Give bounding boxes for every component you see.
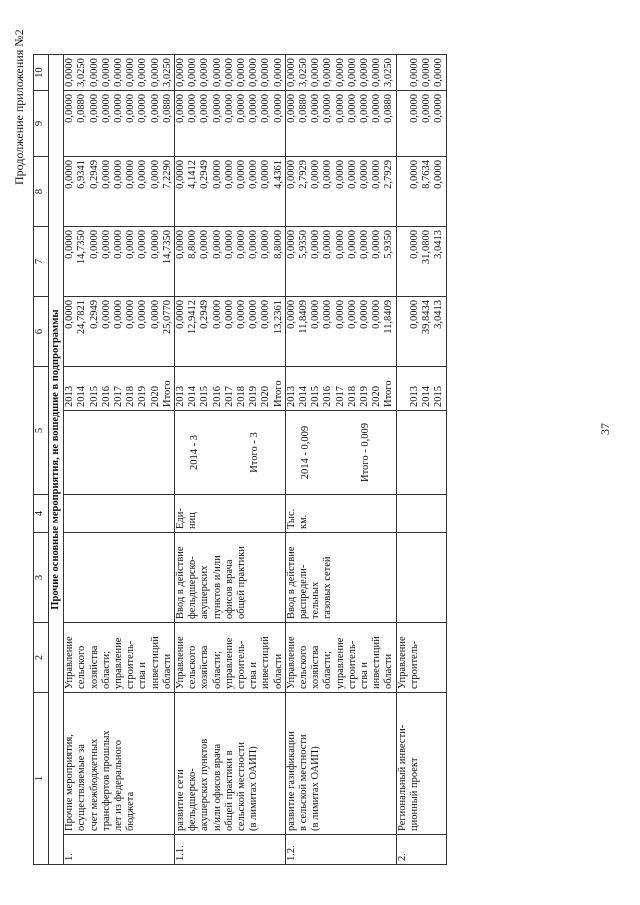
row-col6: 0,0000 11,8409 0,0000 0,0000 0,0000 0,0000 0,0000 0,0000 11,8409: [285, 297, 396, 367]
row-col10: 0,0000 3,0250 0,0000 0,0000 0,0000 0,0000 0,0000 0,0000 3,0250: [285, 55, 396, 91]
row-target-value: 2014 - 0,009: [299, 425, 311, 480]
column-numbers-row: [34, 55, 49, 865]
col-header-7: 7: [34, 227, 49, 297]
row-index: 1.2.: [285, 835, 396, 865]
row-target: [175, 411, 286, 495]
row-col10: 0,0000 0,0000 0,0000: [396, 55, 446, 91]
col-header-4: 4: [34, 495, 49, 533]
table-row: [396, 55, 446, 865]
col-header-2: 2: [34, 623, 49, 693]
row-col7: 0,0000 14,7350 0,0000 0,0000 0,0000 0,0000 0,0000 0,0000 14,7350: [64, 227, 175, 297]
row-executor: Управление сельского хозяйства области; управление строитель- ства и инвестиций области: [64, 623, 175, 693]
col-header-8: 8: [34, 157, 49, 227]
row-executor: Управление сельского хозяйства области; управление строитель- ства и инвестиций области: [285, 623, 396, 693]
row-unit: Еди- ниц: [175, 495, 286, 533]
row-target: [396, 411, 446, 495]
row-indicator: Ввод в действие распредели- тельных газовых сетей: [285, 533, 396, 623]
continuation-caption: Продолжение приложения №2: [12, 29, 26, 185]
row-col9: 0,0000 0,0000 0,0000: [396, 91, 446, 157]
row-col7: 0,0000 8,8000 0,0000 0,0000 0,0000 0,0000 0,0000 0,0000 8,8000: [175, 227, 286, 297]
row-col6: 0,0000 12,9412 0,2949 0,0000 0,0000 0,0000 0,0000 0,0000 13,2361: [175, 297, 286, 367]
table-row: [285, 55, 396, 865]
row-index: 2.: [396, 835, 446, 865]
row-indicator: [64, 533, 175, 623]
row-target-total: Итого - 3: [249, 432, 261, 473]
col-header-6: 6: [34, 297, 49, 367]
page-number: 37: [598, 423, 612, 435]
row-index: 1.1.: [175, 835, 286, 865]
row-years: 2013 2014 2015: [396, 367, 446, 411]
col-header-10: 10: [34, 55, 49, 91]
col-header-9: 9: [34, 91, 49, 157]
row-col6: 0,0000 24,7821 0,2949 0,0000 0,0000 0,0000 0,0000 0,0000 25,0770: [64, 297, 175, 367]
row-target: [285, 411, 396, 495]
table-row: [175, 55, 286, 865]
row-executor: Управление сельского хозяйства области; управление строитель- ства и инвестиций области: [175, 623, 286, 693]
row-name: Региональный инвести- ционный проект: [396, 693, 446, 835]
row-target-value: 2014 - 3: [189, 435, 201, 470]
col-header-5: 5: [34, 367, 49, 495]
row-unit: [64, 495, 175, 533]
row-years: 2013 2014 2015 2016 2017 2018 2019 2020 Итого: [64, 367, 175, 411]
program-table: [33, 54, 447, 865]
row-years: 2013 2014 2015 2016 2017 2018 2019 2020 Итого: [175, 367, 286, 411]
section-title: Прочие основные мероприятия, не вошедшие в подпрограммы: [49, 55, 64, 865]
row-executor: Управление строитель-: [396, 623, 446, 693]
row-col6: 0,0000 39,8434 3,0413: [396, 297, 446, 367]
row-indicator: Ввод в действие фельдшерско- акушерских пунктов и/или офисов врача общей практики: [175, 533, 286, 623]
row-unit: Тыс. км.: [285, 495, 396, 533]
row-years: 2013 2014 2015 2016 2017 2018 2019 2020 Итого: [285, 367, 396, 411]
row-col9: 0,0000 0,0880 0,0000 0,0000 0,0000 0,0000 0,0000 0,0000 0,0880: [285, 91, 396, 157]
row-col7: 0,0000 31,0800 3,0413: [396, 227, 446, 297]
section-title-row: [49, 55, 64, 865]
row-unit: [396, 495, 446, 533]
row-col9: 0,0000 0,0000 0,0000 0,0000 0,0000 0,0000 0,0000 0,0000 0,0000: [175, 91, 286, 157]
row-col8: 0,0000 6,9341 0,2949 0,0000 0,0000 0,0000 0,0000 0,0000 7,2290: [64, 157, 175, 227]
row-name: развитие сети фельдшерско- акушерских пунктов и/или офисов врача общей практики в сельской местности (в лимитах ОАИП): [175, 693, 286, 835]
row-target: [64, 411, 175, 495]
row-name: развитие газификации в сельской местности (в лимитах ОАИП): [285, 693, 396, 835]
row-col8: 0,0000 4,1412 0,2949 0,0000 0,0000 0,0000 0,0000 0,0000 4,4361: [175, 157, 286, 227]
col-header-3: 3: [34, 533, 49, 623]
row-indicator: [396, 533, 446, 623]
row-col7: 0,0000 5,9350 0,0000 0,0000 0,0000 0,0000 0,0000 0,0000 5,9350: [285, 227, 396, 297]
row-col10: 0,0000 0,0000 0,0000 0,0000 0,0000 0,0000 0,0000 0,0000 0,0000: [175, 55, 286, 91]
table-row: [64, 55, 175, 865]
row-col8: 0,0000 8,7634 0,0000: [396, 157, 446, 227]
row-col9: 0,0000 0,0880 0,0000 0,0000 0,0000 0,0000 0,0000 0,0000 0,0880: [64, 91, 175, 157]
row-col8: 0,0000 2,7929 0,0000 0,0000 0,0000 0,0000 0,0000 0,0000 2,7929: [285, 157, 396, 227]
row-col10: 0,0000 3,0250 0,0000 0,0000 0,0000 0,0000 0,0000 0,0000 3,0250: [64, 55, 175, 91]
row-name: Прочие мероприятия, осуществляемые за счет межбюджетных трансфертов прошлых лет из федерального бюджета: [64, 693, 175, 835]
row-index: 1.: [64, 835, 175, 865]
row-target-total: Итого - 0,009: [360, 423, 372, 482]
col-header-1: 1: [34, 693, 49, 865]
